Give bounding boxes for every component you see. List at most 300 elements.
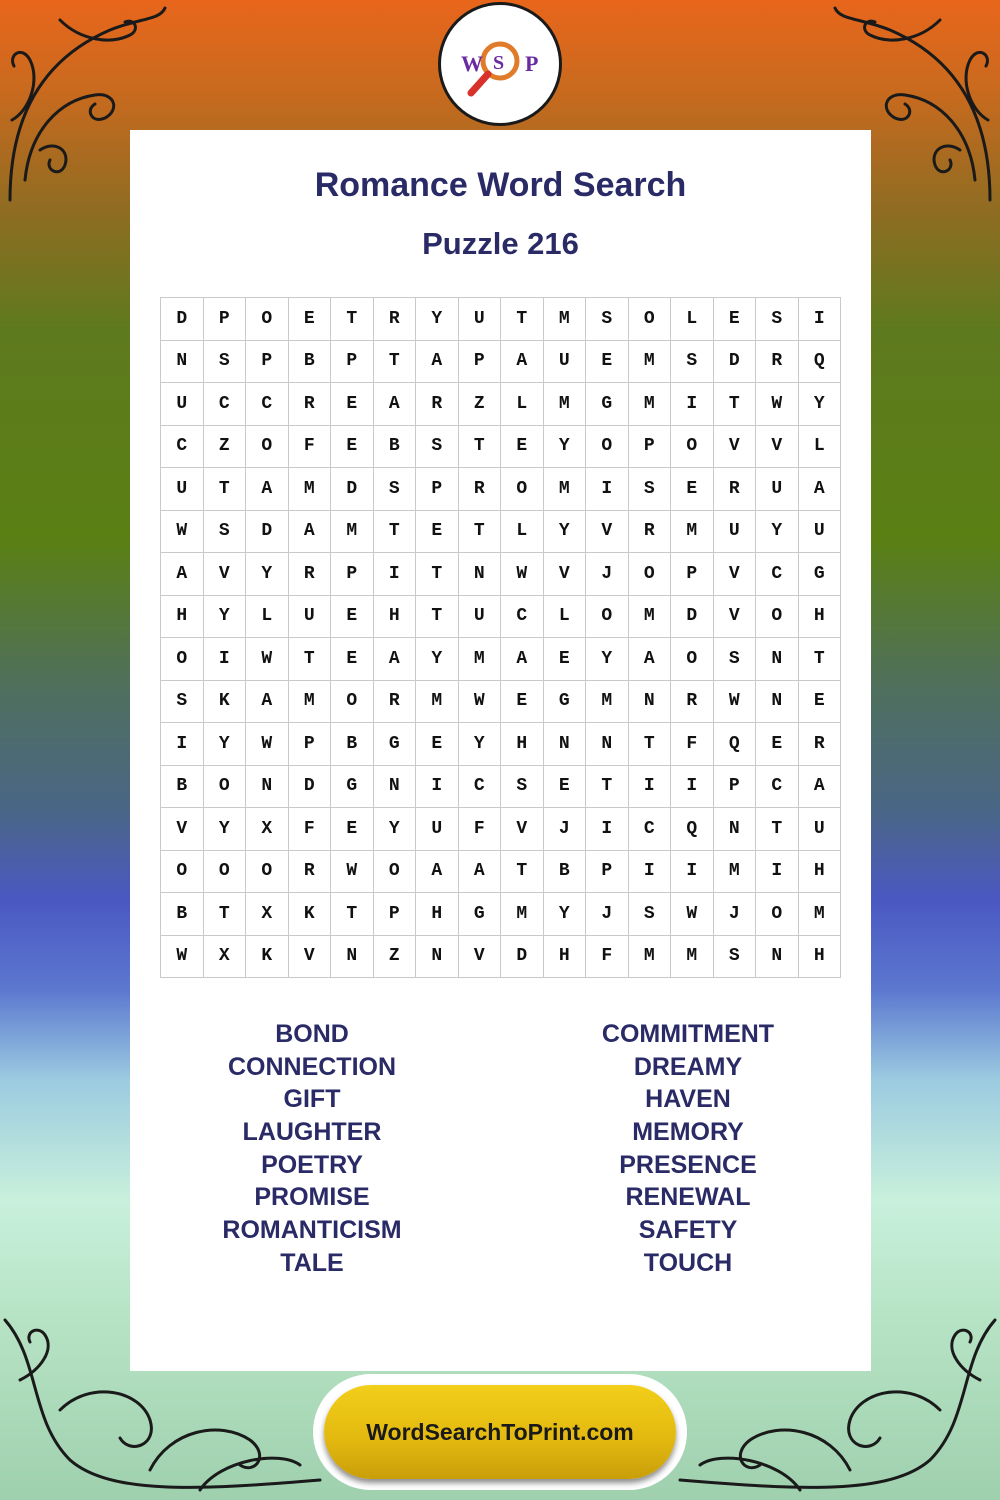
grid-row (161, 595, 841, 638)
grid-cell[interactable]: E (331, 383, 374, 426)
grid-cell[interactable]: M (458, 638, 501, 681)
grid-cell[interactable]: P (586, 850, 629, 893)
grid-cell[interactable]: J (543, 808, 586, 851)
grid-cell[interactable]: A (458, 850, 501, 893)
grid-cell[interactable]: U (713, 510, 756, 553)
grid-cell[interactable]: S (713, 935, 756, 978)
grid-cell[interactable]: W (713, 680, 756, 723)
grid-row (161, 510, 841, 553)
word-item: RENEWAL (625, 1183, 751, 1212)
grid-cell[interactable]: O (756, 893, 799, 936)
word-item: PRESENCE (619, 1150, 757, 1179)
grid-cell[interactable]: R (713, 468, 756, 511)
grid-cell[interactable]: T (331, 893, 374, 936)
grid-cell[interactable]: A (798, 765, 841, 808)
grid-cell[interactable]: I (373, 553, 416, 596)
grid-cell[interactable]: L (543, 595, 586, 638)
grid-cell[interactable]: N (756, 935, 799, 978)
grid-cell[interactable]: V (203, 553, 246, 596)
grid-cell[interactable]: L (501, 383, 544, 426)
grid-cell[interactable]: A (246, 680, 289, 723)
grid-cell[interactable]: C (756, 765, 799, 808)
grid-cell[interactable]: Y (756, 510, 799, 553)
grid-cell[interactable]: O (586, 425, 629, 468)
grid-cell[interactable]: R (671, 680, 714, 723)
grid-cell[interactable]: O (501, 468, 544, 511)
site-link-label: WordSearchToPrint.com (366, 1418, 634, 1445)
grid-cell[interactable]: C (458, 765, 501, 808)
grid-cell[interactable]: O (246, 298, 289, 341)
puzzle-sheet (130, 130, 871, 1371)
grid-cell[interactable]: X (246, 808, 289, 851)
grid-cell[interactable]: T (288, 638, 331, 681)
grid-row (161, 935, 841, 978)
grid-cell[interactable]: B (161, 893, 204, 936)
grid-cell[interactable]: P (203, 298, 246, 341)
grid-cell[interactable]: S (203, 510, 246, 553)
site-link-frame (313, 1374, 687, 1490)
grid-cell[interactable]: E (288, 298, 331, 341)
grid-cell[interactable]: T (501, 850, 544, 893)
grid-cell[interactable]: K (246, 935, 289, 978)
grid-cell[interactable]: Y (203, 808, 246, 851)
grid-row (161, 553, 841, 596)
grid-cell[interactable]: R (798, 723, 841, 766)
grid-cell[interactable]: N (246, 765, 289, 808)
grid-cell[interactable]: V (543, 553, 586, 596)
word-item: TALE (280, 1248, 344, 1277)
grid-cell[interactable]: M (671, 935, 714, 978)
grid-cell[interactable]: M (331, 510, 374, 553)
grid-cell[interactable]: H (501, 723, 544, 766)
word-item: SAFETY (638, 1216, 738, 1245)
grid-cell[interactable]: S (416, 425, 459, 468)
grid-cell[interactable]: A (416, 850, 459, 893)
grid-cell[interactable]: O (628, 553, 671, 596)
grid-cell[interactable]: U (458, 595, 501, 638)
grid-cell[interactable]: I (203, 638, 246, 681)
grid-cell[interactable]: L (671, 298, 714, 341)
grid-cell[interactable]: P (628, 425, 671, 468)
grid-cell[interactable]: P (288, 723, 331, 766)
grid-cell[interactable]: F (671, 723, 714, 766)
grid-row (161, 638, 841, 681)
grid-cell[interactable]: L (246, 595, 289, 638)
grid-cell[interactable]: E (543, 638, 586, 681)
letter-grid (160, 297, 841, 978)
logo-letter-w: W (461, 51, 483, 76)
grid-cell[interactable]: V (713, 425, 756, 468)
magnifier-icon (441, 5, 559, 123)
grid-cell[interactable]: Y (586, 638, 629, 681)
grid-cell[interactable]: C (203, 383, 246, 426)
word-item: DREAMY (633, 1052, 743, 1081)
grid-cell[interactable]: C (501, 595, 544, 638)
grid-cell[interactable]: L (501, 510, 544, 553)
grid-cell[interactable]: T (203, 893, 246, 936)
grid-cell[interactable]: K (288, 893, 331, 936)
grid-cell[interactable]: I (671, 765, 714, 808)
grid-cell[interactable]: Y (458, 723, 501, 766)
grid-cell[interactable]: E (331, 808, 374, 851)
grid-cell[interactable]: A (501, 638, 544, 681)
word-item: TOUCH (643, 1248, 733, 1277)
grid-cell[interactable]: W (246, 638, 289, 681)
grid-cell[interactable]: I (586, 808, 629, 851)
grid-cell[interactable]: M (501, 893, 544, 936)
grid-cell[interactable]: I (671, 850, 714, 893)
grid-cell[interactable]: E (713, 298, 756, 341)
grid-cell[interactable]: Z (203, 425, 246, 468)
grid-cell[interactable]: R (373, 680, 416, 723)
grid-cell[interactable]: S (628, 893, 671, 936)
grid-cell[interactable]: A (798, 468, 841, 511)
grid-cell[interactable]: N (713, 808, 756, 851)
grid-cell[interactable]: H (373, 595, 416, 638)
grid-cell[interactable]: T (331, 298, 374, 341)
grid-cell[interactable]: W (331, 850, 374, 893)
grid-cell[interactable]: M (543, 383, 586, 426)
grid-cell[interactable]: R (628, 510, 671, 553)
grid-cell[interactable]: T (373, 340, 416, 383)
grid-cell[interactable]: I (416, 765, 459, 808)
grid-cell[interactable]: M (288, 468, 331, 511)
grid-cell[interactable]: T (501, 298, 544, 341)
grid-cell[interactable]: D (288, 765, 331, 808)
grid-cell[interactable]: P (416, 468, 459, 511)
grid-cell[interactable]: M (628, 340, 671, 383)
grid-cell[interactable]: A (416, 340, 459, 383)
word-list-left (152, 1018, 472, 1280)
grid-cell[interactable]: B (543, 850, 586, 893)
grid-cell[interactable]: R (288, 553, 331, 596)
word-item: COMMITMENT (601, 1020, 775, 1048)
grid-cell[interactable]: Q (671, 808, 714, 851)
grid-cell[interactable]: R (288, 850, 331, 893)
grid-row (161, 468, 841, 511)
word-item: BOND (275, 1020, 349, 1048)
grid-row (161, 680, 841, 723)
grid-cell[interactable]: P (671, 553, 714, 596)
grid-cell[interactable]: R (373, 298, 416, 341)
grid-cell[interactable]: H (798, 935, 841, 978)
grid-cell[interactable]: D (713, 340, 756, 383)
grid-cell[interactable]: O (331, 680, 374, 723)
word-list-right (528, 1018, 848, 1280)
grid-cell[interactable]: F (288, 425, 331, 468)
grid-cell[interactable]: Q (798, 340, 841, 383)
grid-cell[interactable]: N (756, 638, 799, 681)
grid-cell[interactable]: D (671, 595, 714, 638)
grid-cell[interactable]: F (288, 808, 331, 851)
grid-cell[interactable]: W (501, 553, 544, 596)
grid-cell[interactable]: U (161, 383, 204, 426)
grid-cell[interactable]: D (246, 510, 289, 553)
grid-cell[interactable]: Y (543, 893, 586, 936)
grid-cell[interactable]: H (161, 595, 204, 638)
grid-cell[interactable]: E (416, 723, 459, 766)
word-item: LAUGHTER (242, 1118, 382, 1147)
grid-cell[interactable]: S (161, 680, 204, 723)
grid-cell[interactable]: T (586, 765, 629, 808)
grid-row (161, 808, 841, 851)
grid-cell[interactable]: T (416, 553, 459, 596)
grid-cell[interactable]: Q (713, 723, 756, 766)
grid-cell[interactable]: M (628, 935, 671, 978)
grid-cell[interactable]: R (458, 468, 501, 511)
grid-cell[interactable]: G (373, 723, 416, 766)
grid-cell[interactable]: T (416, 595, 459, 638)
grid-cell[interactable]: U (458, 298, 501, 341)
grid-cell[interactable]: Y (203, 723, 246, 766)
grid-cell[interactable]: I (671, 383, 714, 426)
grid-cell[interactable]: O (161, 638, 204, 681)
grid-cell[interactable]: N (756, 680, 799, 723)
grid-cell[interactable]: T (458, 425, 501, 468)
grid-cell[interactable]: V (713, 553, 756, 596)
grid-cell[interactable]: Z (458, 383, 501, 426)
grid-cell[interactable]: A (246, 468, 289, 511)
grid-cell[interactable]: L (798, 425, 841, 468)
grid-cell[interactable]: X (203, 935, 246, 978)
grid-cell[interactable]: R (756, 340, 799, 383)
grid-cell[interactable]: M (628, 383, 671, 426)
grid-cell[interactable]: E (331, 595, 374, 638)
grid-cell[interactable]: N (586, 723, 629, 766)
grid-cell[interactable]: M (713, 850, 756, 893)
grid-cell[interactable]: E (501, 680, 544, 723)
grid-cell[interactable]: U (798, 808, 841, 851)
word-item: PROMISE (254, 1183, 370, 1212)
grid-row (161, 383, 841, 426)
grid-cell[interactable]: S (203, 340, 246, 383)
grid-cell[interactable]: O (161, 850, 204, 893)
grid-cell[interactable]: M (288, 680, 331, 723)
grid-cell[interactable]: N (458, 553, 501, 596)
grid-cell[interactable]: B (373, 425, 416, 468)
grid-cell[interactable]: U (416, 808, 459, 851)
grid-cell[interactable]: E (543, 765, 586, 808)
grid-cell[interactable]: H (416, 893, 459, 936)
grid-cell[interactable]: P (373, 893, 416, 936)
grid-cell[interactable]: U (288, 595, 331, 638)
grid-cell[interactable]: O (203, 765, 246, 808)
grid-cell[interactable]: E (671, 468, 714, 511)
grid-cell[interactable]: R (288, 383, 331, 426)
word-item: GIFT (283, 1085, 341, 1114)
grid-cell[interactable]: M (416, 680, 459, 723)
grid-cell[interactable]: N (161, 340, 204, 383)
grid-cell[interactable]: C (161, 425, 204, 468)
grid-cell[interactable]: F (586, 935, 629, 978)
grid-cell[interactable]: T (373, 510, 416, 553)
grid-cell[interactable]: I (798, 298, 841, 341)
grid-row (161, 850, 841, 893)
grid-cell[interactable]: C (756, 553, 799, 596)
grid-row (161, 765, 841, 808)
grid-cell[interactable]: V (458, 935, 501, 978)
grid-cell[interactable]: S (501, 765, 544, 808)
grid-cell[interactable]: K (203, 680, 246, 723)
grid-cell[interactable]: S (756, 298, 799, 341)
grid-cell[interactable]: E (756, 723, 799, 766)
grid-cell[interactable]: G (543, 680, 586, 723)
grid-cell[interactable]: T (756, 808, 799, 851)
grid-cell[interactable]: D (501, 935, 544, 978)
grid-cell[interactable]: E (501, 425, 544, 468)
grid-row (161, 723, 841, 766)
grid-cell[interactable]: I (586, 468, 629, 511)
grid-cell[interactable]: J (713, 893, 756, 936)
grid-cell[interactable]: J (586, 553, 629, 596)
grid-cell[interactable]: B (331, 723, 374, 766)
grid-cell[interactable]: G (798, 553, 841, 596)
grid-cell[interactable]: U (756, 468, 799, 511)
grid-cell[interactable]: I (628, 850, 671, 893)
grid-cell[interactable]: Y (246, 553, 289, 596)
page-title: Romance Word Search (314, 166, 687, 204)
grid-cell[interactable]: S (628, 468, 671, 511)
grid-cell[interactable]: S (373, 468, 416, 511)
grid-cell[interactable]: I (628, 765, 671, 808)
grid-cell[interactable]: O (756, 595, 799, 638)
grid-cell[interactable]: I (161, 723, 204, 766)
grid-cell[interactable]: Y (416, 298, 459, 341)
grid-cell[interactable]: A (161, 553, 204, 596)
grid-cell[interactable]: V (501, 808, 544, 851)
grid-cell[interactable]: W (161, 510, 204, 553)
grid-cell[interactable]: N (543, 723, 586, 766)
grid-cell[interactable]: U (543, 340, 586, 383)
grid-cell[interactable]: M (586, 680, 629, 723)
grid-cell[interactable]: G (458, 893, 501, 936)
grid-cell[interactable]: V (288, 935, 331, 978)
grid-cell[interactable]: Y (543, 425, 586, 468)
grid-cell[interactable]: A (501, 340, 544, 383)
grid-cell[interactable]: C (628, 808, 671, 851)
grid-cell[interactable]: H (543, 935, 586, 978)
grid-cell[interactable]: T (713, 383, 756, 426)
grid-cell[interactable]: A (288, 510, 331, 553)
grid-cell[interactable]: N (628, 680, 671, 723)
grid-cell[interactable]: N (373, 765, 416, 808)
grid-cell[interactable]: S (586, 298, 629, 341)
grid-cell[interactable]: G (331, 765, 374, 808)
grid-cell[interactable]: P (246, 340, 289, 383)
grid-cell[interactable]: V (756, 425, 799, 468)
grid-cell[interactable]: O (671, 638, 714, 681)
grid-cell[interactable]: V (586, 510, 629, 553)
grid-cell[interactable]: T (458, 510, 501, 553)
grid-cell[interactable]: T (203, 468, 246, 511)
grid-cell[interactable]: A (628, 638, 671, 681)
grid-cell[interactable]: E (331, 425, 374, 468)
grid-cell[interactable]: W (161, 935, 204, 978)
grid-cell[interactable]: W (458, 680, 501, 723)
grid-row (161, 298, 841, 341)
grid-cell[interactable]: P (331, 340, 374, 383)
grid-cell[interactable]: E (416, 510, 459, 553)
grid-cell[interactable]: J (586, 893, 629, 936)
grid-cell[interactable]: Y (373, 808, 416, 851)
grid-cell[interactable]: E (798, 680, 841, 723)
grid-cell[interactable]: O (246, 850, 289, 893)
grid-cell[interactable]: C (246, 383, 289, 426)
grid-cell[interactable]: W (671, 893, 714, 936)
grid-cell[interactable]: M (628, 595, 671, 638)
grid-cell[interactable]: Z (373, 935, 416, 978)
grid-cell[interactable]: S (671, 340, 714, 383)
logo-letter-p: P (525, 51, 539, 76)
grid-row (161, 425, 841, 468)
grid-cell[interactable]: E (331, 638, 374, 681)
grid-row (161, 893, 841, 936)
grid-row (161, 340, 841, 383)
grid-cell[interactable]: O (246, 425, 289, 468)
grid-cell[interactable]: P (331, 553, 374, 596)
grid-cell[interactable]: O (586, 595, 629, 638)
grid-cell[interactable]: T (798, 638, 841, 681)
grid-cell[interactable]: B (161, 765, 204, 808)
grid-cell[interactable]: W (756, 383, 799, 426)
grid-cell[interactable]: I (756, 850, 799, 893)
grid-cell[interactable]: D (331, 468, 374, 511)
grid-cell[interactable]: M (671, 510, 714, 553)
word-item: ROMANTICISM (222, 1216, 402, 1245)
word-item: POETRY (261, 1150, 363, 1179)
word-item: HAVEN (645, 1085, 731, 1114)
grid-cell[interactable]: V (713, 595, 756, 638)
grid-cell[interactable]: M (798, 893, 841, 936)
site-logo[interactable] (438, 2, 562, 126)
grid-cell[interactable]: M (543, 468, 586, 511)
grid-cell[interactable]: N (331, 935, 374, 978)
grid-cell[interactable]: N (416, 935, 459, 978)
grid-cell[interactable]: A (373, 383, 416, 426)
grid-cell[interactable]: B (288, 340, 331, 383)
grid-cell[interactable]: P (458, 340, 501, 383)
grid-cell[interactable]: R (416, 383, 459, 426)
grid-cell[interactable]: V (161, 808, 204, 851)
grid-cell[interactable]: G (586, 383, 629, 426)
grid-cell[interactable]: H (798, 850, 841, 893)
grid-cell[interactable]: F (458, 808, 501, 851)
grid-cell[interactable]: W (246, 723, 289, 766)
grid-cell[interactable]: H (798, 595, 841, 638)
word-item: MEMORY (632, 1118, 744, 1147)
grid-cell[interactable]: U (161, 468, 204, 511)
grid-cell[interactable]: U (798, 510, 841, 553)
word-item: CONNECTION (227, 1052, 397, 1081)
grid-cell[interactable]: E (586, 340, 629, 383)
grid-cell[interactable]: O (203, 850, 246, 893)
grid-cell[interactable]: S (713, 638, 756, 681)
grid-cell[interactable]: Y (543, 510, 586, 553)
grid-cell[interactable]: M (543, 298, 586, 341)
grid-cell[interactable]: A (373, 638, 416, 681)
grid-cell[interactable]: D (161, 298, 204, 341)
grid-cell[interactable]: X (246, 893, 289, 936)
site-link-button[interactable] (324, 1385, 676, 1479)
grid-cell[interactable]: O (628, 298, 671, 341)
grid-cell[interactable]: O (671, 425, 714, 468)
grid-cell[interactable]: T (628, 723, 671, 766)
grid-cell[interactable]: P (713, 765, 756, 808)
grid-cell[interactable]: O (373, 850, 416, 893)
grid-cell[interactable]: Y (416, 638, 459, 681)
grid-cell[interactable]: Y (798, 383, 841, 426)
grid-cell[interactable]: Y (203, 595, 246, 638)
